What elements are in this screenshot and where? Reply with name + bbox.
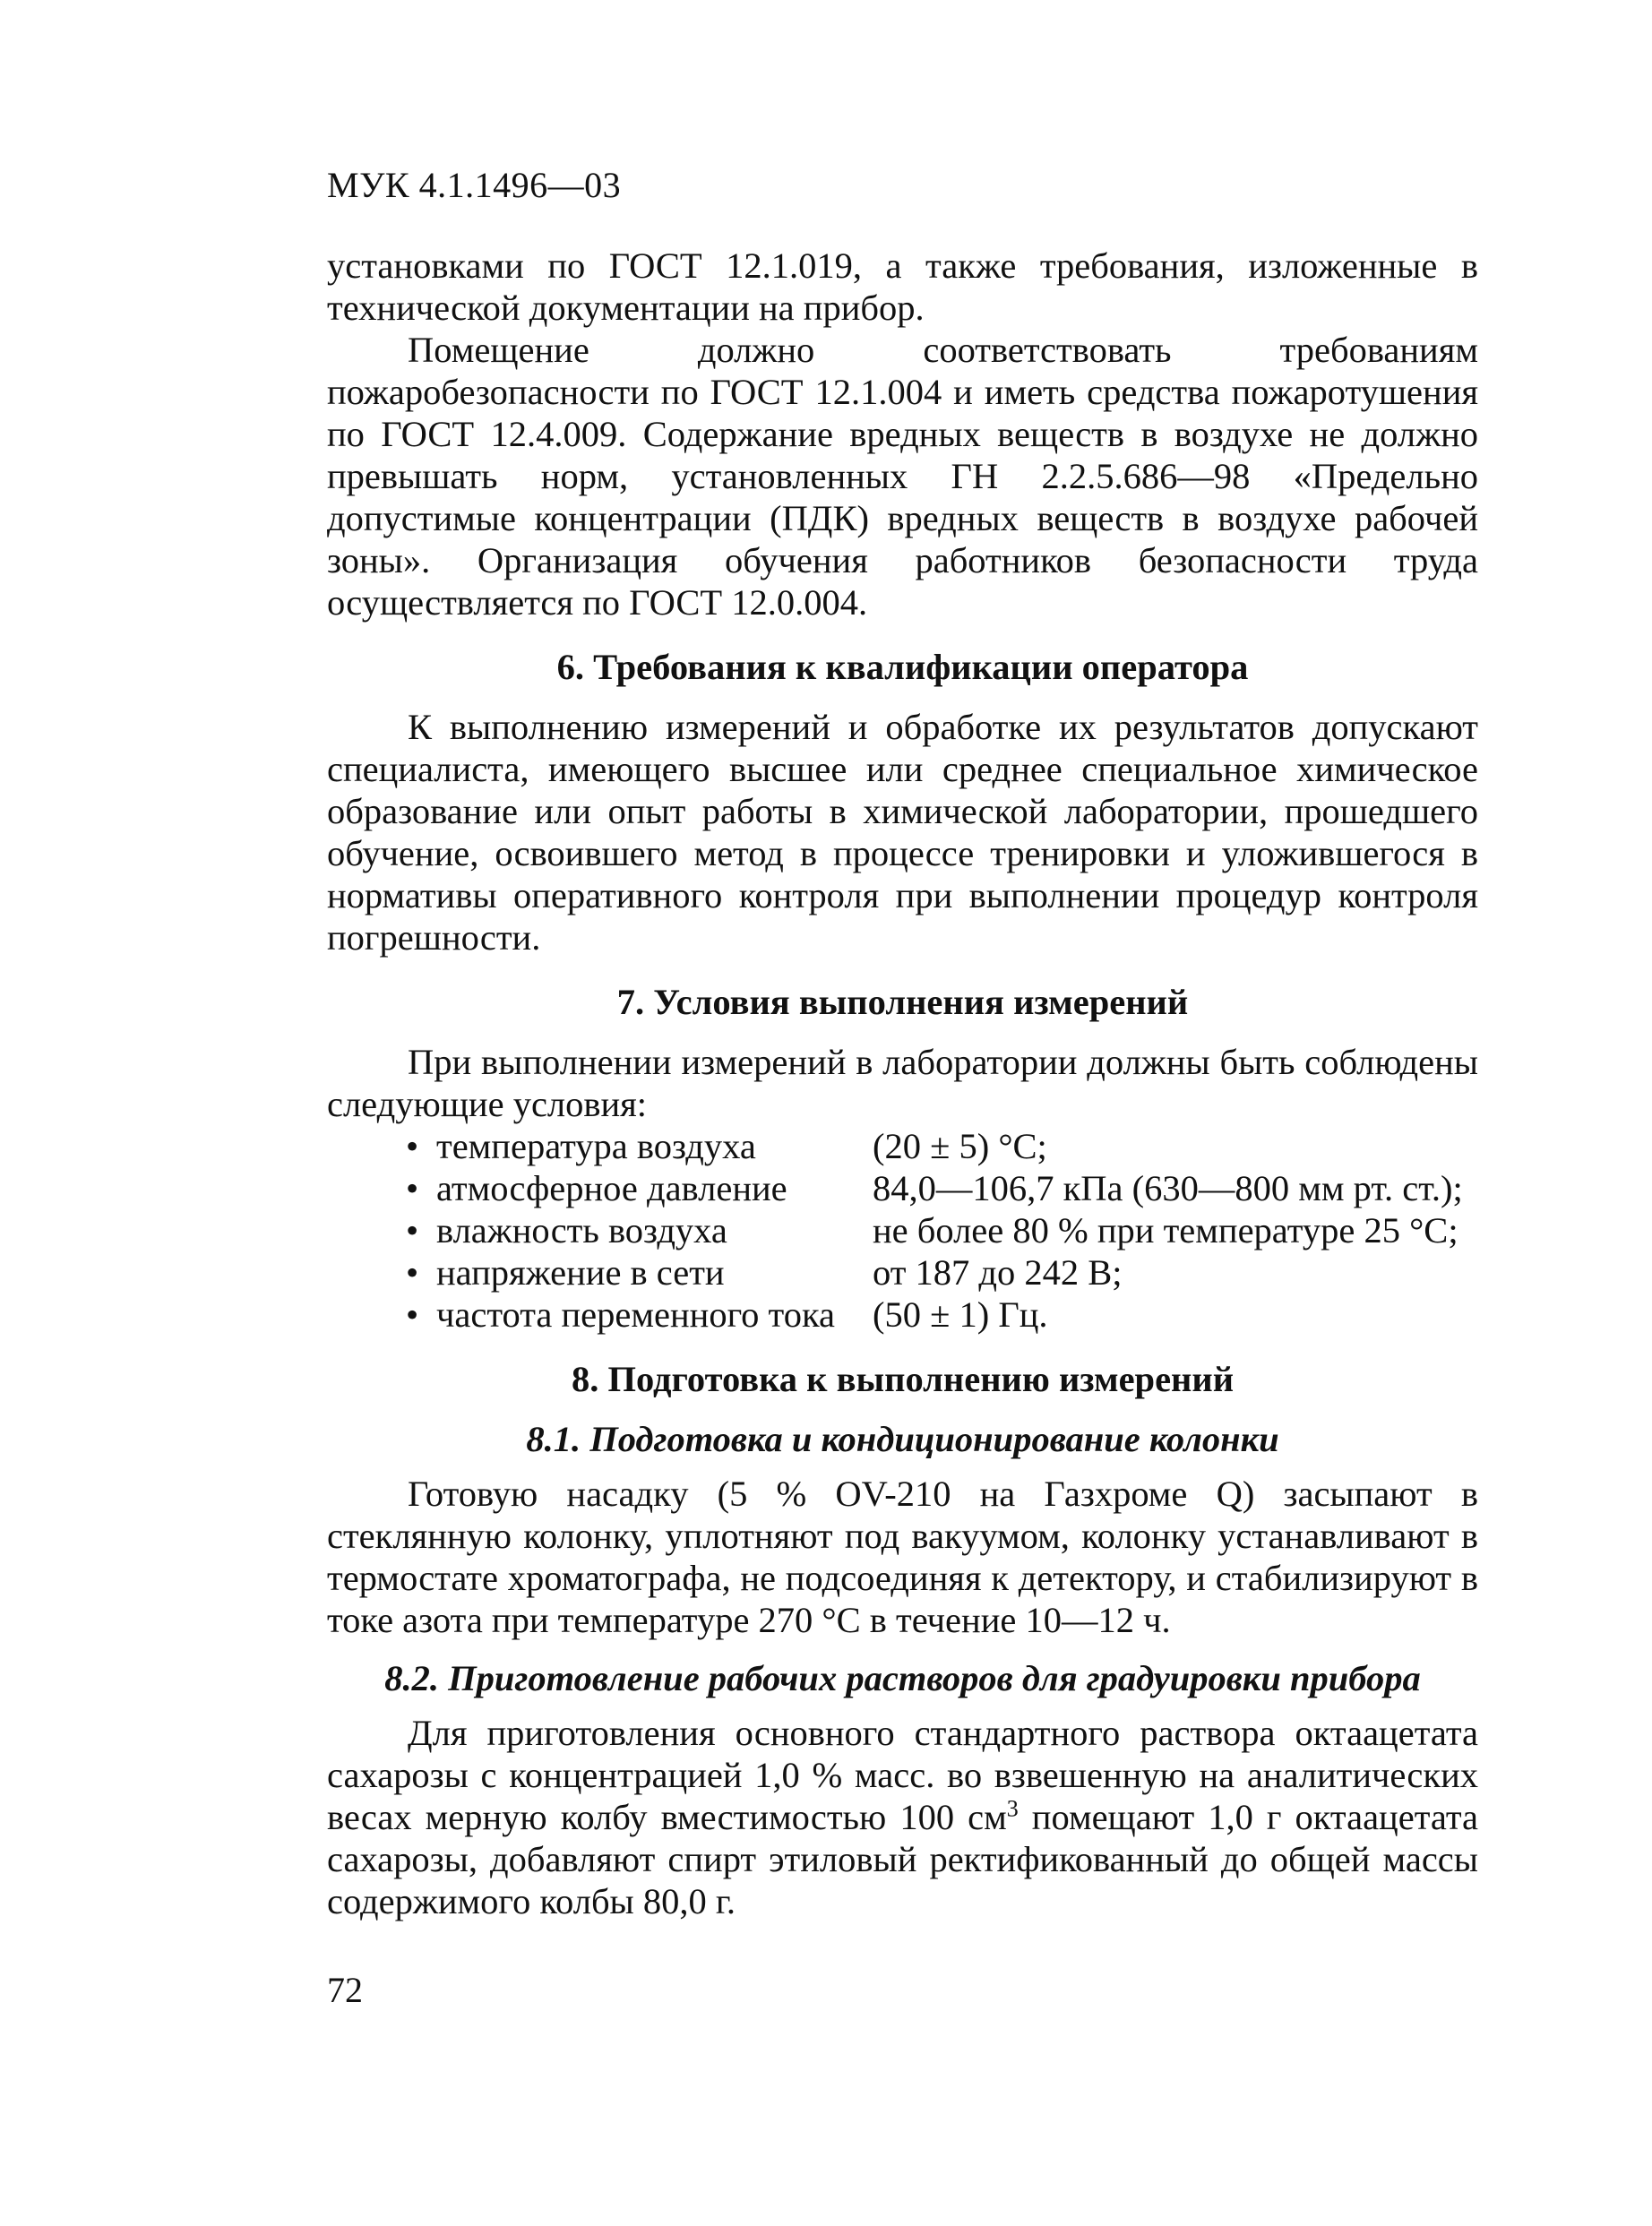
section-7-intro: При выполнении измерений в лаборатории должны быть соблюдены следующие условия: bbox=[327, 1042, 1478, 1124]
list-item bbox=[406, 1125, 1478, 1167]
subsection-8-2-text bbox=[327, 1712, 1478, 1922]
bullet-icon: • bbox=[406, 1294, 419, 1335]
paragraph-fire-safety: Помещение должно соответствовать требованиям пожаробезопасности по ГОСТ 12.1.004 и иметь средства пожаротушения по ГОСТ 12.4.009. Содержание вредных веществ в воздухе не должно превышать норм, установленных ГН 2.2.5.686—98 «Предельно допустимые концентрации (ПДК) вредных веществ в воздухе рабочей зоны». Организация обучения работников безопасности труда осуществляется по ГОСТ 12.0.004. bbox=[327, 330, 1478, 623]
subsection-8-1-text: Готовую насадку (5 % OV-210 на Газхроме Q) засыпают в стеклянную колонку, уплотняют под вакуумом, колонку устанавливают в термостате хроматографа, не подсоединяя к детектору, и стабилизируют в токе азота при температуре 270 °С в течение 10—12 ч. bbox=[327, 1474, 1478, 1640]
subsection-8-1-heading: 8.1. Подготовка и кондиционирование колонки bbox=[526, 1419, 1279, 1459]
text-before-superscript: Для приготовления основного стандартного раствора октаацетата сахарозы с концентрацией 1,0 % масс. во взвешенную на аналитических весах мерную колбу вместимостью 100 см bbox=[327, 1713, 1478, 1837]
paragraph-continuation: установками по ГОСТ 12.1.019, а также требования, изложенные в технической документации на прибор. bbox=[327, 245, 1478, 328]
bullet-icon: • bbox=[406, 1168, 419, 1208]
document-code-header: МУК 4.1.1496—03 bbox=[327, 165, 622, 205]
condition-value: не более 80 % при температуре 25 °С; bbox=[873, 1210, 1458, 1251]
page-number: 72 bbox=[327, 1970, 363, 2010]
condition-value: (20 ± 5) °С; bbox=[873, 1126, 1047, 1166]
section-6-heading: 6. Требования к квалификации оператора bbox=[556, 647, 1249, 687]
list-item bbox=[406, 1167, 1478, 1209]
condition-name: температура воздуха bbox=[436, 1126, 756, 1166]
condition-name: частота переменного тока bbox=[436, 1294, 836, 1335]
conditions-list bbox=[327, 1125, 1478, 1336]
document-body bbox=[327, 245, 1478, 1922]
bullet-icon: • bbox=[406, 1126, 419, 1166]
list-item bbox=[406, 1209, 1478, 1251]
condition-name: напряжение в сети bbox=[436, 1252, 725, 1293]
subsection-8-2-heading: 8.2. Приготовление рабочих растворов для градуировки прибора bbox=[384, 1658, 1421, 1698]
condition-value: от 187 до 242 В; bbox=[873, 1252, 1123, 1293]
section-6-text: К выполнению измерений и обработке их результатов допускают специалиста, имеющего высшее или среднее специальное химическое образование или опыт работы в химической лаборатории, прошедшего обучение, освоившего метод в процессе тренировки и уложившегося в нормативы оперативного контроля при выполнении процедур контроля погрешности. bbox=[327, 707, 1478, 958]
section-8-heading: 8. Подготовка к выполнению измерений bbox=[571, 1359, 1235, 1399]
bullet-icon: • bbox=[406, 1252, 419, 1293]
bullet-icon: • bbox=[406, 1210, 419, 1251]
list-item bbox=[406, 1293, 1478, 1336]
section-7-heading: 7. Условия выполнения измерений bbox=[616, 982, 1189, 1022]
condition-name: атмосферное давление bbox=[436, 1168, 787, 1208]
condition-value: (50 ± 1) Гц. bbox=[873, 1294, 1048, 1335]
condition-name: влажность воздуха bbox=[436, 1210, 727, 1251]
superscript-cubic: 3 bbox=[1006, 1795, 1019, 1822]
text-after-superscript: помещают 1,0 г октаацетата сахарозы, добавляют спирт этиловый ректификованный до общей массы содержимого колбы 80,0 г. bbox=[327, 1797, 1478, 1921]
condition-value: 84,0—106,7 кПа (630—800 мм рт. ст.); bbox=[873, 1168, 1463, 1208]
list-item bbox=[406, 1251, 1478, 1293]
